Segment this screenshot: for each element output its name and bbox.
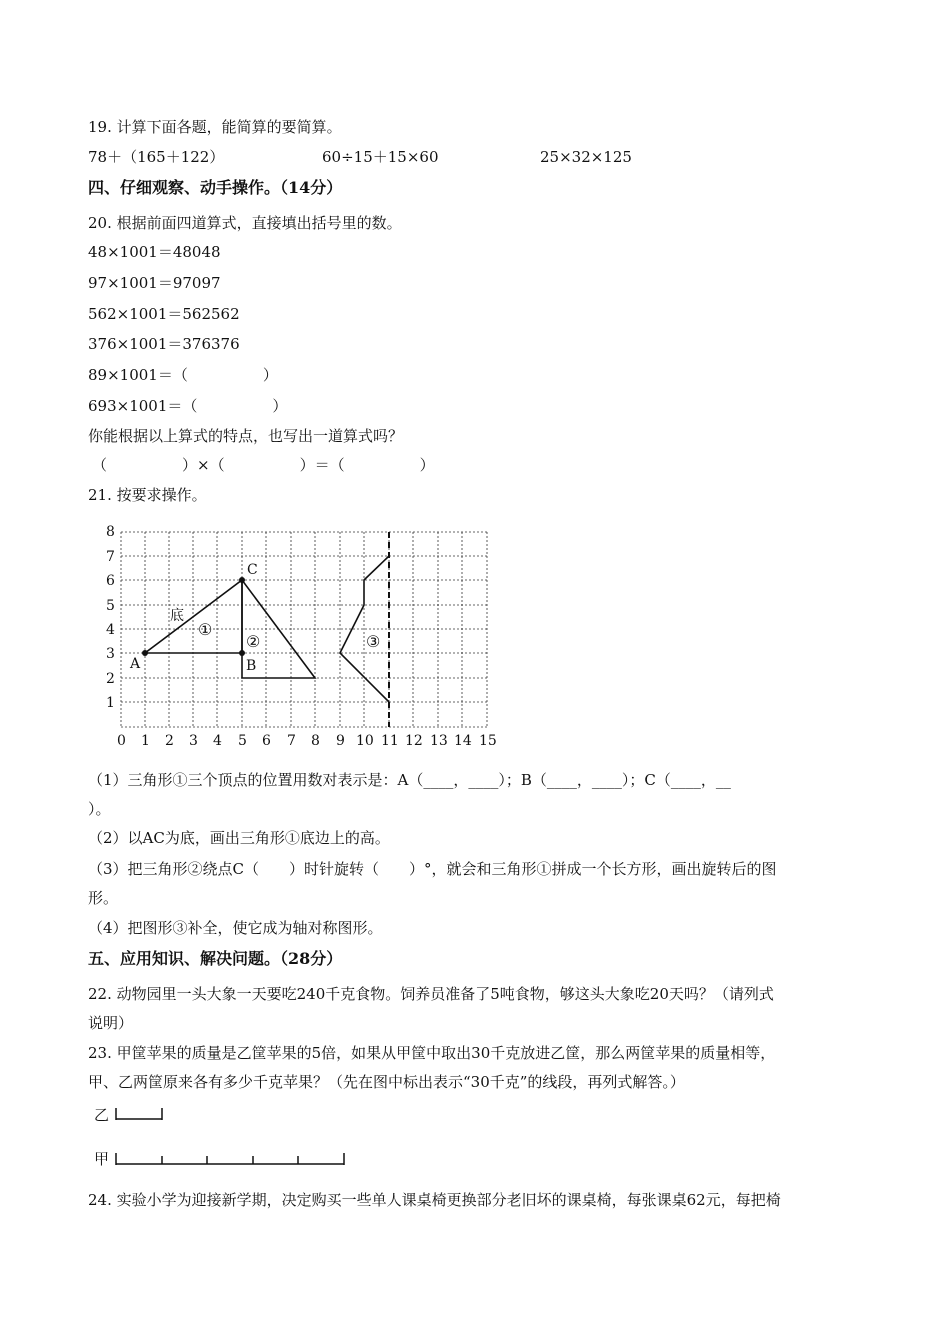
q22-line-1: 22. 动物园里一头大象一天要吃240千克食物。饲养员准备了5吨食物，够这头大象吃20天吗？（请列式: [88, 985, 774, 1003]
q21-part-3: （3）把三角形②绕点C（ ）时针旋转（ ）°，就会和三角形①拼成一个长方形，画出旋转后的图: [88, 860, 777, 878]
label-shape-1: ①: [198, 620, 213, 639]
y-tick-5: 5: [106, 598, 115, 614]
q20-line-1: 48×1001＝48048: [88, 243, 221, 261]
x-tick-5: 5: [238, 733, 247, 749]
triangle-1: [145, 580, 242, 653]
label-c: C: [247, 562, 258, 578]
x-tick-8: 8: [311, 733, 320, 749]
point-a: [142, 650, 148, 656]
y-tick-2: 2: [106, 671, 115, 687]
label-base: 底: [170, 608, 184, 624]
q20-title: 20. 根据前面四道算式，直接填出括号里的数。: [88, 214, 402, 232]
x-tick-7: 7: [287, 733, 296, 749]
q20-line-5: 89×1001＝（ ）: [88, 366, 278, 384]
bar-yi: [112, 1104, 172, 1124]
x-tick-2: 2: [165, 733, 174, 749]
point-c: [239, 577, 245, 583]
bar-jia: [112, 1149, 352, 1169]
q20-blank-equation: （ ）×（ ）＝（ ）: [92, 456, 435, 474]
label-a: A: [130, 656, 141, 672]
y-tick-4: 4: [106, 622, 115, 638]
q20-line-6: 693×1001＝（ ）: [88, 397, 288, 415]
q20-line-2: 97×1001＝97097: [88, 274, 221, 292]
y-tick-8: 8: [106, 524, 115, 540]
q21-title: 21. 按要求操作。: [88, 486, 207, 504]
y-tick-3: 3: [106, 646, 115, 662]
label-shape-2: ②: [246, 632, 261, 651]
x-tick-13: 13: [430, 733, 448, 749]
q22-line-2: 说明）: [88, 1014, 134, 1032]
q23-line-1: 23. 甲筐苹果的质量是乙筐苹果的5倍，如果从甲筐中取出30千克放进乙筐，那么两筐苹果的质量相等，: [88, 1044, 776, 1062]
q21-part-3-end: 形。: [88, 889, 119, 907]
q19-title: 19. 计算下面各题，能简算的要简算。: [88, 118, 342, 136]
y-tick-6: 6: [106, 573, 115, 589]
x-tick-15: 15: [479, 733, 497, 749]
x-tick-12: 12: [405, 733, 423, 749]
q21-part-1: （1）三角形①三个顶点的位置用数对表示是：A（____，____）；B（____，____）；C（____，__: [88, 771, 731, 789]
x-tick-11: 11: [381, 733, 399, 749]
label-b: B: [246, 658, 257, 674]
q19-expr-2: 60÷15＋15×60: [322, 148, 439, 166]
x-tick-10: 10: [356, 733, 374, 749]
x-tick-6: 6: [262, 733, 271, 749]
q23-line-2: 甲、乙两筐原来各有多少千克苹果？（先在图中标出表示“30千克”的线段，再列式解答。）: [88, 1073, 685, 1091]
x-tick-14: 14: [454, 733, 472, 749]
y-tick-7: 7: [106, 549, 115, 565]
q20-line-4: 376×1001＝376376: [88, 335, 240, 353]
q19-expr-3: 25×32×125: [540, 148, 632, 166]
x-tick-0: 0: [117, 733, 126, 749]
coordinate-grid: [100, 520, 520, 754]
q24-line-1: 24. 实验小学为迎接新学期，决定购买一些单人课桌椅更换部分老旧坏的课桌椅，每张课桌62元，每把椅: [88, 1191, 781, 1209]
label-shape-3: ③: [366, 632, 381, 651]
x-tick-4: 4: [213, 733, 222, 749]
point-b: [239, 650, 245, 656]
x-tick-9: 9: [336, 733, 345, 749]
q21-part-1-end: ）。: [88, 800, 111, 818]
x-tick-1: 1: [141, 733, 150, 749]
q21-part-4: （4）把图形③补全，使它成为轴对称图形。: [88, 919, 383, 937]
y-tick-1: 1: [106, 695, 115, 711]
q19-expr-1: 78＋（165＋122）: [88, 148, 225, 166]
x-tick-3: 3: [189, 733, 198, 749]
section-4-heading: 四、仔细观察、动手操作。（14分）: [88, 178, 343, 197]
q20-line-3: 562×1001＝562562: [88, 305, 240, 323]
q21-part-2: （2）以AC为底，画出三角形①底边上的高。: [88, 829, 390, 847]
section-5-heading: 五、应用知识、解决问题。（28分）: [88, 949, 343, 968]
bar-label-yi: 乙: [94, 1106, 110, 1124]
q20-ask: 你能根据以上算式的特点，也写出一道算式吗？: [88, 427, 404, 445]
bar-label-jia: 甲: [94, 1150, 110, 1168]
